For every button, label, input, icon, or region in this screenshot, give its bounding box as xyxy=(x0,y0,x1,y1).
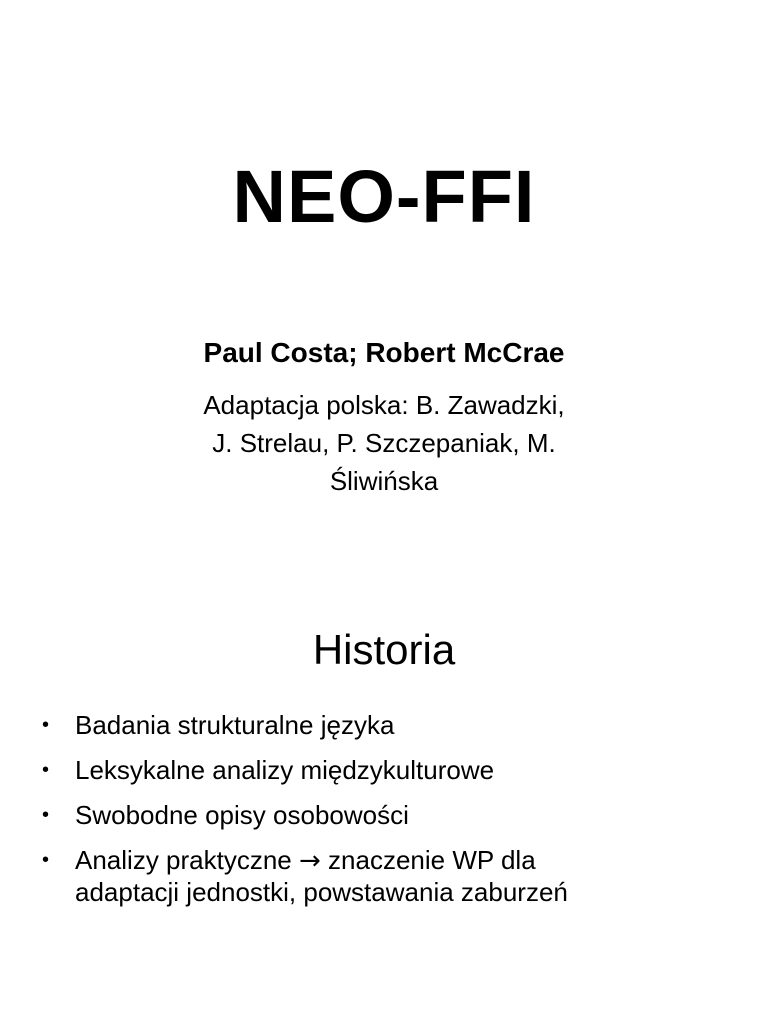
bullet-item xyxy=(40,755,740,786)
bullet-text: Leksykalne analizy międzykulturowe xyxy=(75,755,495,785)
slide-history xyxy=(0,540,768,1024)
bullet-text: Swobodne opisy osobowości xyxy=(75,800,409,830)
bullet-dot: • xyxy=(42,759,50,781)
bullet-dot: • xyxy=(42,849,50,871)
authors: Paul Costa; Robert McCrae xyxy=(203,337,565,368)
bullet-text-line xyxy=(75,845,740,877)
main-title: NEO-FFI xyxy=(232,155,536,238)
bullet-item xyxy=(40,845,740,908)
bullet-dot: • xyxy=(42,714,50,736)
bullet-item xyxy=(40,710,740,741)
adaptation-line: Śliwińska xyxy=(329,466,439,496)
arrow-right-icon: → xyxy=(299,846,321,876)
bullet-text: znaczenie WP dla xyxy=(328,845,536,875)
adaptation-line: J. Strelau, P. Szczepaniak, M. xyxy=(212,428,556,458)
bullet-list xyxy=(40,710,740,922)
bullet-dot: • xyxy=(42,804,50,826)
bullet-text: Badania strukturalne języka xyxy=(75,710,395,740)
adaptation-credits xyxy=(150,386,618,500)
bullet-text-line: adaptacji jednostki, powstawania zaburzeń xyxy=(75,877,568,907)
bullet-text: Analizy praktyczne xyxy=(75,845,292,875)
adaptation-line: Adaptacja polska: B. Zawadzki, xyxy=(203,390,565,420)
section-title: Historia xyxy=(312,626,456,673)
bullet-item xyxy=(40,800,740,831)
